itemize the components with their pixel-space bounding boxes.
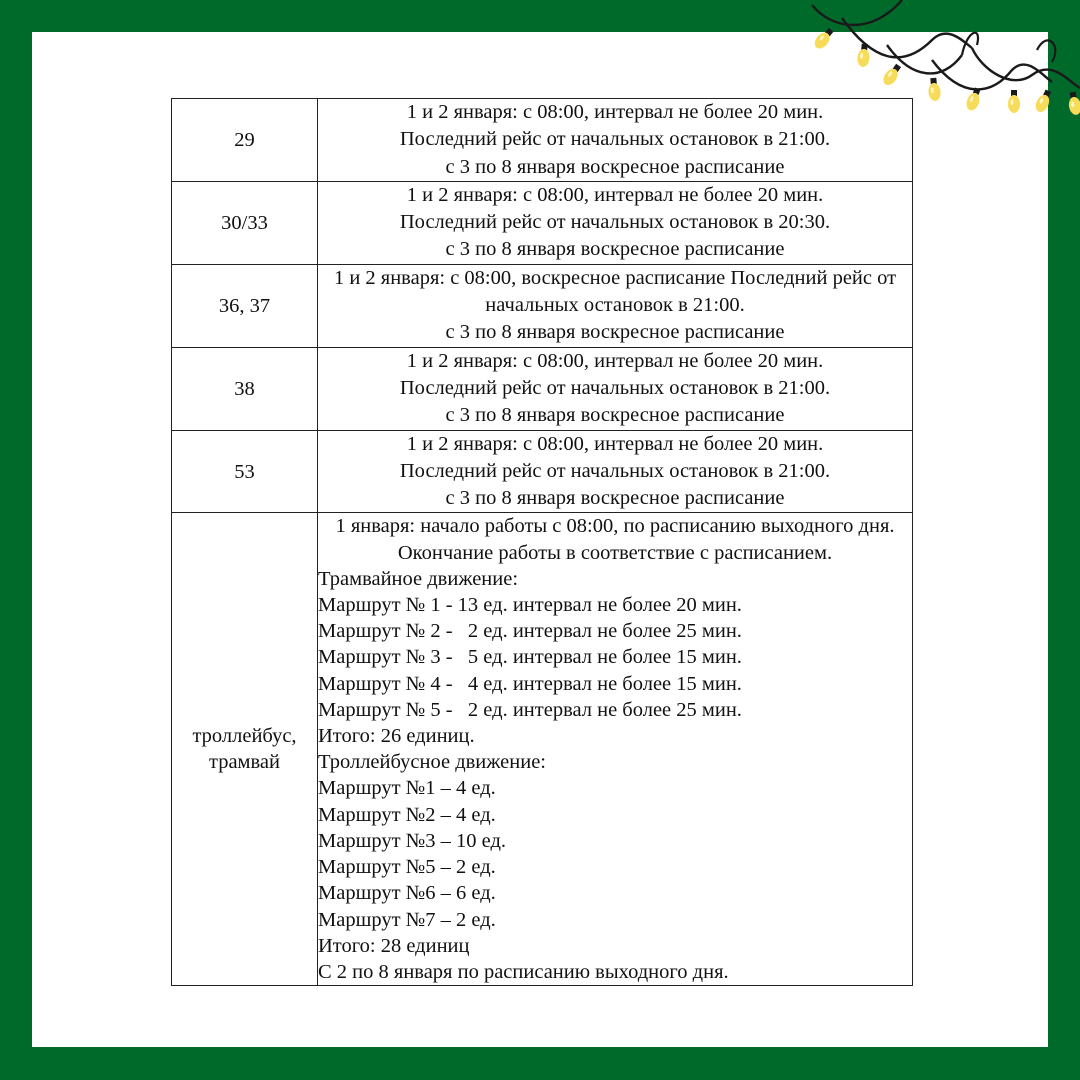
tram-route-line: Маршрут № 1 - 13 ед. интервал не более 20 мин.: [318, 594, 742, 617]
schedule-info: [318, 99, 913, 182]
electric-transport-info: [318, 513, 913, 986]
trolleybus-heading: Троллейбусное движение:: [318, 751, 547, 774]
schedule-table: [171, 98, 913, 986]
schedule-line: 1 и 2 января: с 08:00, интервал не более 20 мин.: [406, 183, 824, 206]
light-bulb-icon: [1008, 90, 1020, 113]
trolleybus-total: Итого: 28 единиц: [318, 934, 470, 957]
electric-intro: 1 января: начало работы с 08:00, по расписанию выходного дня. Окончание работы в соответствие с расписанием.: [335, 515, 895, 564]
garland-wire: [972, 48, 1080, 88]
route-number: 30/33: [172, 181, 318, 264]
light-bulb-icon: [880, 62, 903, 88]
tram-route-line: Маршрут № 5 - 2 ед. интервал не более 25 мин.: [318, 698, 742, 721]
table-row: [172, 99, 913, 182]
schedule-line: Последний рейс от начальных остановок в 21:00.: [399, 459, 831, 482]
table-row: [172, 513, 913, 986]
trolleybus-route-line: Маршрут №5 – 2 ед.: [318, 856, 496, 879]
schedule-line: 1 и 2 января: с 08:00, интервал не более 20 мин.: [406, 432, 824, 455]
light-bulb-icon: [1033, 88, 1054, 114]
tram-total: Итого: 26 единиц.: [318, 725, 475, 748]
route-number: 36, 37: [172, 264, 318, 347]
schedule-line: с 3 по 8 января воскресное расписание: [445, 321, 785, 344]
schedule-info: [318, 347, 913, 430]
garland-wire: [1037, 40, 1055, 62]
trolleybus-route-line: Маршрут №7 – 2 ед.: [318, 908, 496, 931]
schedule-line: 1 и 2 января: с 08:00, интервал не более 20 мин.: [406, 101, 824, 123]
table-row: [172, 181, 913, 264]
schedule-line: с 3 по 8 января воскресное расписание: [445, 238, 785, 261]
trolleybus-route-line: Маршрут №3 – 10 ед.: [318, 829, 506, 852]
route-name-electric: [172, 513, 318, 986]
route-number: 38: [172, 347, 318, 430]
trolleybus-route-line: Маршрут №2 – 4 ед.: [318, 803, 496, 826]
holiday-note: С 2 по 8 января по расписанию выходного дня.: [318, 960, 729, 983]
route-number: 29: [172, 99, 318, 182]
route-number: 53: [172, 430, 318, 513]
schedule-line: Последний рейс от начальных остановок в 21:00.: [399, 128, 831, 151]
schedule-line: 1 и 2 января: с 08:00, воскресное расписание Последний рейс от начальных остановок в 21:00.: [333, 266, 897, 317]
route-label: троллейбус,: [192, 725, 297, 748]
schedule-info: [318, 430, 913, 513]
schedule-info: [318, 264, 913, 347]
schedule-line: с 3 по 8 января воскресное расписание: [445, 404, 785, 427]
schedule-line: Последний рейс от начальных остановок в 20:30.: [399, 211, 831, 234]
table-row: [172, 430, 913, 513]
tram-route-line: Маршрут № 2 - 2 ед. интервал не более 25 мин.: [318, 620, 742, 643]
trolleybus-route-line: Маршрут №6 – 6 ед.: [318, 882, 496, 905]
route-label: трамвай: [208, 751, 280, 774]
light-bulb-icon: [812, 26, 836, 51]
table-row: [172, 347, 913, 430]
table-row: [172, 264, 913, 347]
schedule-info: [318, 181, 913, 264]
schedule-line: 1 и 2 января: с 08:00, интервал не более 20 мин.: [406, 349, 824, 372]
light-bulb-icon: [1067, 91, 1080, 116]
trolleybus-route-line: Маршрут №1 – 4 ед.: [318, 777, 496, 800]
light-bulb-icon: [927, 78, 941, 102]
tram-route-line: Маршрут № 3 - 5 ед. интервал не более 15 мин.: [318, 646, 742, 669]
garland-wire: [812, 0, 902, 25]
schedule-line: с 3 по 8 января воскресное расписание: [445, 155, 785, 178]
tram-heading: Трамвайное движение:: [318, 567, 519, 590]
schedule-line: Последний рейс от начальных остановок в 21:00.: [399, 376, 831, 399]
schedule-line: с 3 по 8 января воскресное расписание: [445, 487, 785, 510]
tram-route-line: Маршрут № 4 - 4 ед. интервал не более 15 мин.: [318, 672, 742, 695]
garland-wire: [962, 33, 978, 55]
